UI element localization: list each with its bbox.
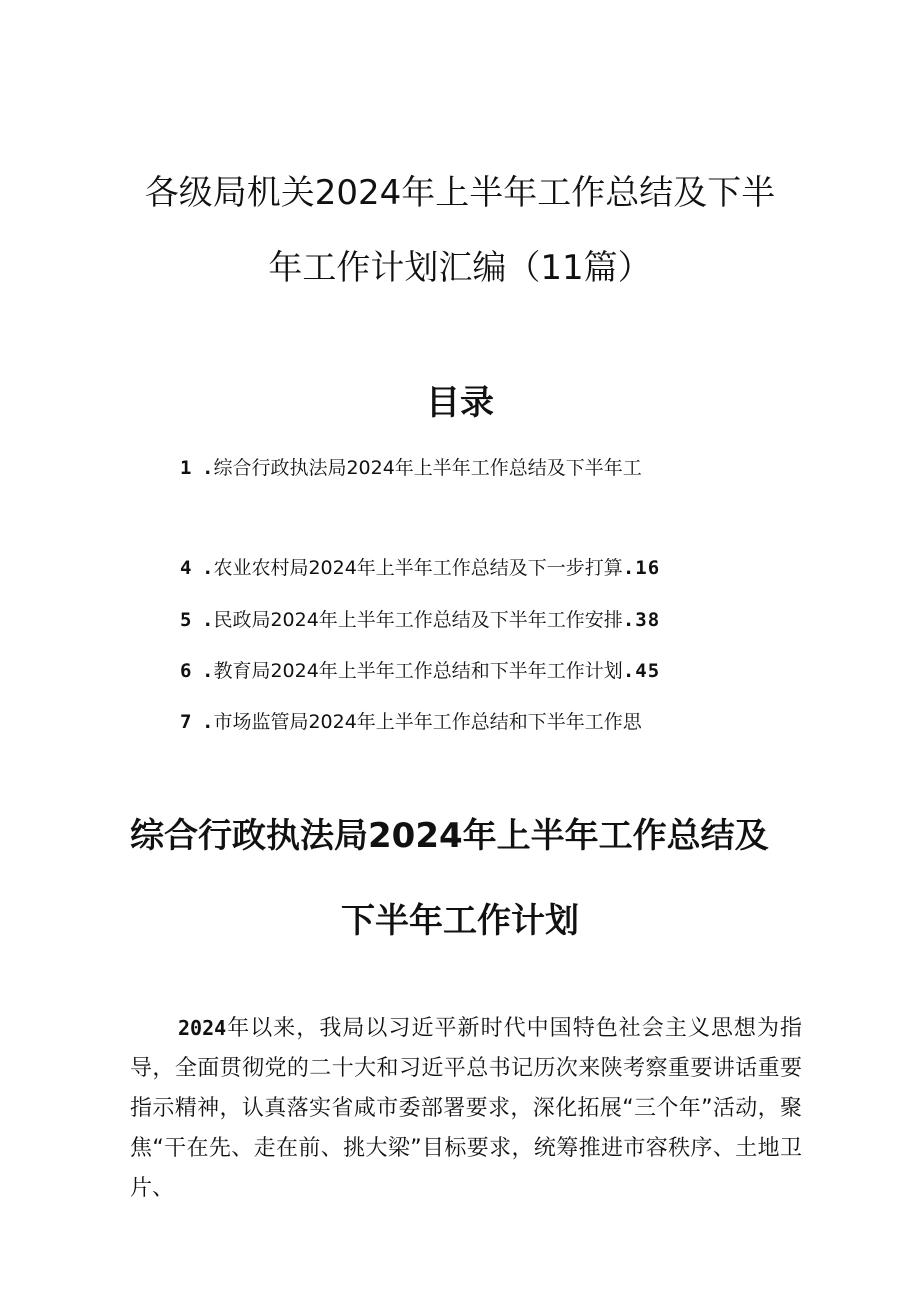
toc-entry-page: .38 <box>622 609 661 631</box>
toc-entry-text: 农业农村局2024年上半年工作总结及下一步打算 <box>213 557 623 579</box>
toc-heading: 目录 <box>426 383 494 423</box>
toc-entry[interactable] <box>180 553 660 580</box>
toc-entry-separator: . <box>202 457 214 479</box>
paragraph-body: 年以来，我局以习近平新时代中国特色社会主义思想为指导，全面贯彻党的二十大和习近平总书记历次来陕考察重要讲话重要指示精神，认真落实省咸市委部署要求，深化拓展“三个年”活动，聚焦“干在先、走在前、挑大梁”目标要求，统筹推进市容秩序、土地卫片、 <box>130 1016 802 1201</box>
section-title-line-1: 综合行政执法局2024年上半年工作总结及 <box>130 816 769 856</box>
toc-entry-text: 综合行政执法局2024年上半年工作总结及下半年工 <box>213 457 642 479</box>
toc-entry-number: 5 <box>180 609 192 631</box>
section-title-line-2: 下半年工作计划 <box>341 901 579 941</box>
toc-entry-text: 市场监管局2024年上半年工作总结和下半年工作思 <box>213 711 642 733</box>
toc-entry-separator: . <box>202 609 214 631</box>
toc-entry-separator: . <box>202 711 214 733</box>
toc-entry[interactable] <box>180 707 642 734</box>
toc-entry[interactable] <box>180 605 660 632</box>
toc-entry-number: 6 <box>180 660 192 682</box>
toc-entry-number: 4 <box>180 557 192 579</box>
toc-entry-page: .16 <box>622 557 661 579</box>
toc-entry-separator: . <box>202 660 214 682</box>
document-title-line-2: 年工作计划汇编（11篇） <box>268 248 652 288</box>
document-title-line-1: 各级局机关2024年上半年工作总结及下半 <box>144 173 776 213</box>
toc-entry[interactable] <box>180 656 660 683</box>
paragraph-lead-year: 2024 <box>178 1016 227 1040</box>
toc-entry-number: 1 <box>180 457 192 479</box>
toc-entry-page: .45 <box>622 660 661 682</box>
toc-entry-text: 民政局2024年上半年工作总结及下半年工作安排 <box>213 609 623 631</box>
toc-entry[interactable] <box>180 453 642 480</box>
toc-entry-separator: . <box>202 557 214 579</box>
toc-entry-number: 7 <box>180 711 192 733</box>
section-paragraph <box>130 1008 802 1209</box>
toc-entry-text: 教育局2024年上半年工作总结和下半年工作计划 <box>213 660 623 682</box>
